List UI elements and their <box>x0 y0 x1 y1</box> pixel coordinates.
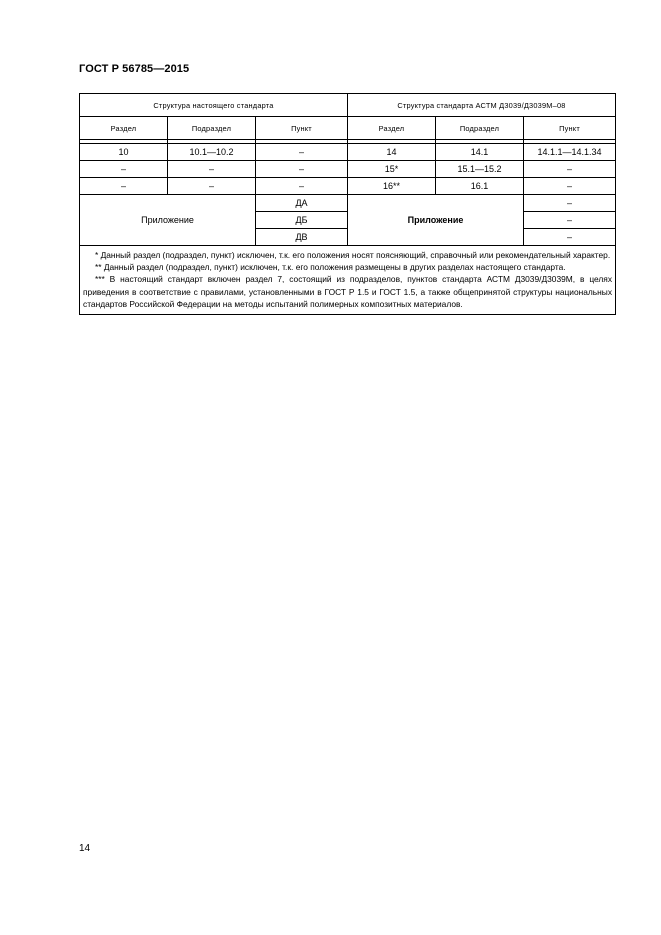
appendix-item: ДБ <box>256 212 348 229</box>
table-cell: 14.1 <box>436 144 524 161</box>
footnote: * Данный раздел (подраздел, пункт) исключен, т.к. его положения носят поясняющий, справочный или рекомендательный характер. <box>95 250 611 260</box>
table-cell: 14.1.1—14.1.34 <box>524 144 616 161</box>
table-cell: – <box>524 161 616 178</box>
table-cell: 14 <box>348 144 436 161</box>
column-header: Раздел <box>348 117 436 140</box>
structure-comparison-table <box>79 93 615 315</box>
footnote: ** Данный раздел (подраздел, пункт) исключен, т.к. его положения размещены в других разделах настоящего стандарта. <box>95 262 566 273</box>
table-cell: 16.1 <box>436 178 524 195</box>
table-row <box>80 178 616 195</box>
document-id: ГОСТ Р 56785—2015 <box>79 63 190 75</box>
appendix-row <box>80 195 616 212</box>
table-cell: 10.1—10.2 <box>168 144 256 161</box>
appendix-label-right: Приложение <box>348 195 524 246</box>
table-cell: 15.1—15.2 <box>436 161 524 178</box>
notes-row <box>80 246 616 315</box>
table-cell: – <box>256 161 348 178</box>
appendix-item: ДА <box>256 195 348 212</box>
right-group-header: Структура стандарта АСТМ Д3039/Д3039М–08 <box>348 94 616 117</box>
left-group-header: Структура настоящего стандарта <box>80 94 348 117</box>
appendix-value: – <box>524 212 616 229</box>
footnote: *** В настоящий стандарт включен раздел 7, состоящий из подразделов, пунктов стандарта АСТМ Д3039/Д3039М, в целях приведения в соответствие с правилами, установленными в ГОСТ Р 1.5 и ГОСТ 1.5, а также общепринятой структуры национальных стандартов Российской Федерации на методы испытаний полимерных композитных материалов. <box>83 274 613 309</box>
table-row <box>80 144 616 161</box>
column-header: Раздел <box>80 117 168 140</box>
table-cell: – <box>80 178 168 195</box>
table-cell: – <box>80 161 168 178</box>
appendix-label-left: Приложение <box>80 195 256 246</box>
table-cell: – <box>256 144 348 161</box>
table-cell: 15* <box>348 161 436 178</box>
appendix-value: – <box>524 229 616 246</box>
appendix-item: ДВ <box>256 229 348 246</box>
column-header: Пункт <box>524 117 616 140</box>
page-number: 14 <box>79 843 91 854</box>
appendix-value: – <box>524 195 616 212</box>
column-header: Подраздел <box>168 117 256 140</box>
table-cell: – <box>168 161 256 178</box>
table-cell: – <box>168 178 256 195</box>
footnotes <box>80 246 616 315</box>
table-cell: – <box>256 178 348 195</box>
column-header: Подраздел <box>436 117 524 140</box>
table-row <box>80 161 616 178</box>
table-cell: 10 <box>80 144 168 161</box>
table-cell: – <box>524 178 616 195</box>
table-cell: 16** <box>348 178 436 195</box>
column-header: Пункт <box>256 117 348 140</box>
